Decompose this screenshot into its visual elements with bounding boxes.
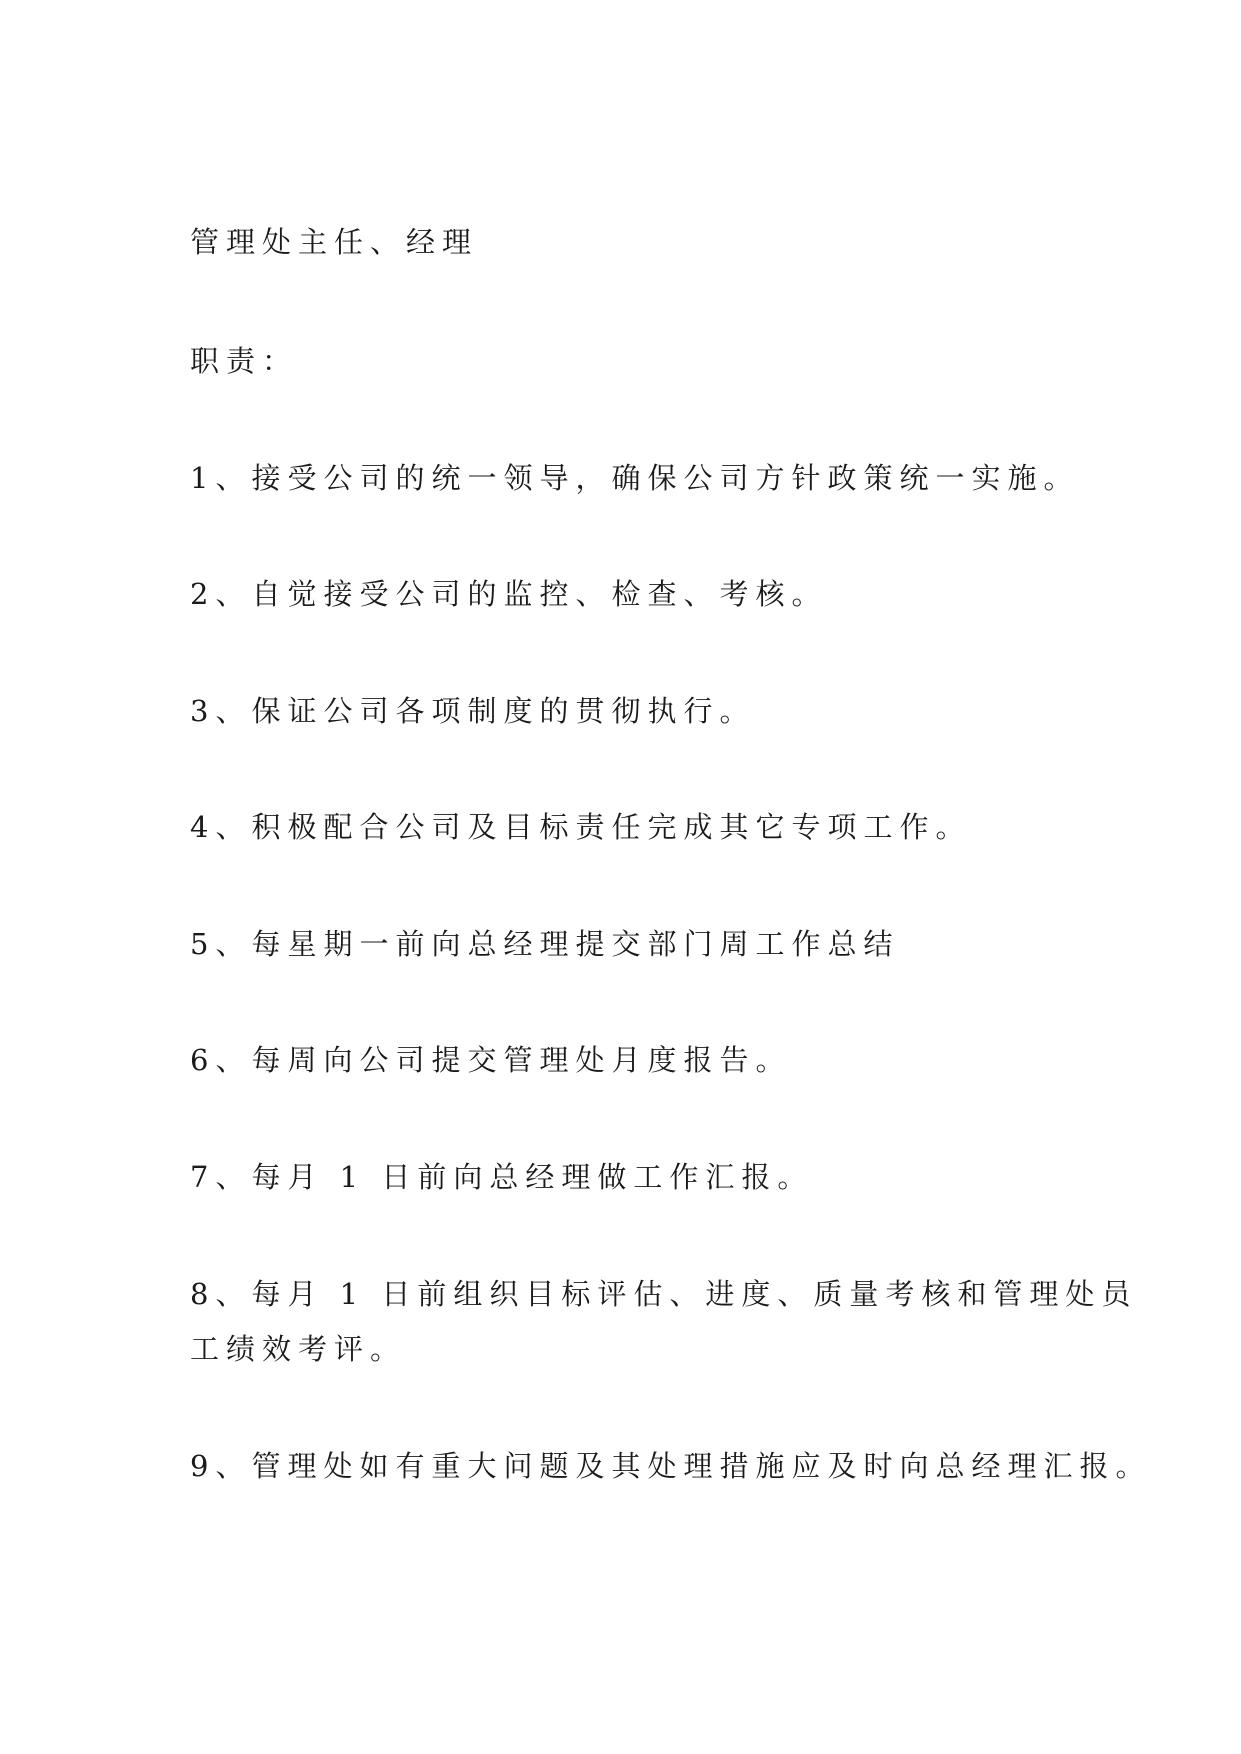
duty-item-8: 8、每月 1 日前组织目标评估、进度、质量考核和管理处员 — [190, 1277, 1138, 1311]
duty-item-2: 2、自觉接受公司的监控、检查、考核。 — [190, 577, 828, 611]
duty-item-3: 3、保证公司各项制度的贯彻执行。 — [190, 694, 756, 728]
duty-item-6: 6、每周向公司提交管理处月度报告。 — [190, 1043, 792, 1077]
duty-item-8-continued: 工绩效考评。 — [190, 1332, 407, 1366]
section-heading: 职责： — [190, 344, 299, 378]
document-title: 管理处主任、经理 — [190, 225, 479, 259]
duty-item-7: 7、每月 1 日前向总经理做工作汇报。 — [190, 1160, 814, 1194]
duty-item-1: 1、接受公司的统一领导，确保公司方针政策统一实施。 — [190, 461, 1080, 495]
duty-item-4: 4、积极配合公司及目标责任完成其它专项工作。 — [190, 810, 972, 844]
duty-item-5: 5、每星期一前向总经理提交部门周工作总结 — [190, 927, 900, 961]
duty-item-9: 9、管理处如有重大问题及其处理措施应及时向总经理汇报。 — [190, 1449, 1152, 1483]
